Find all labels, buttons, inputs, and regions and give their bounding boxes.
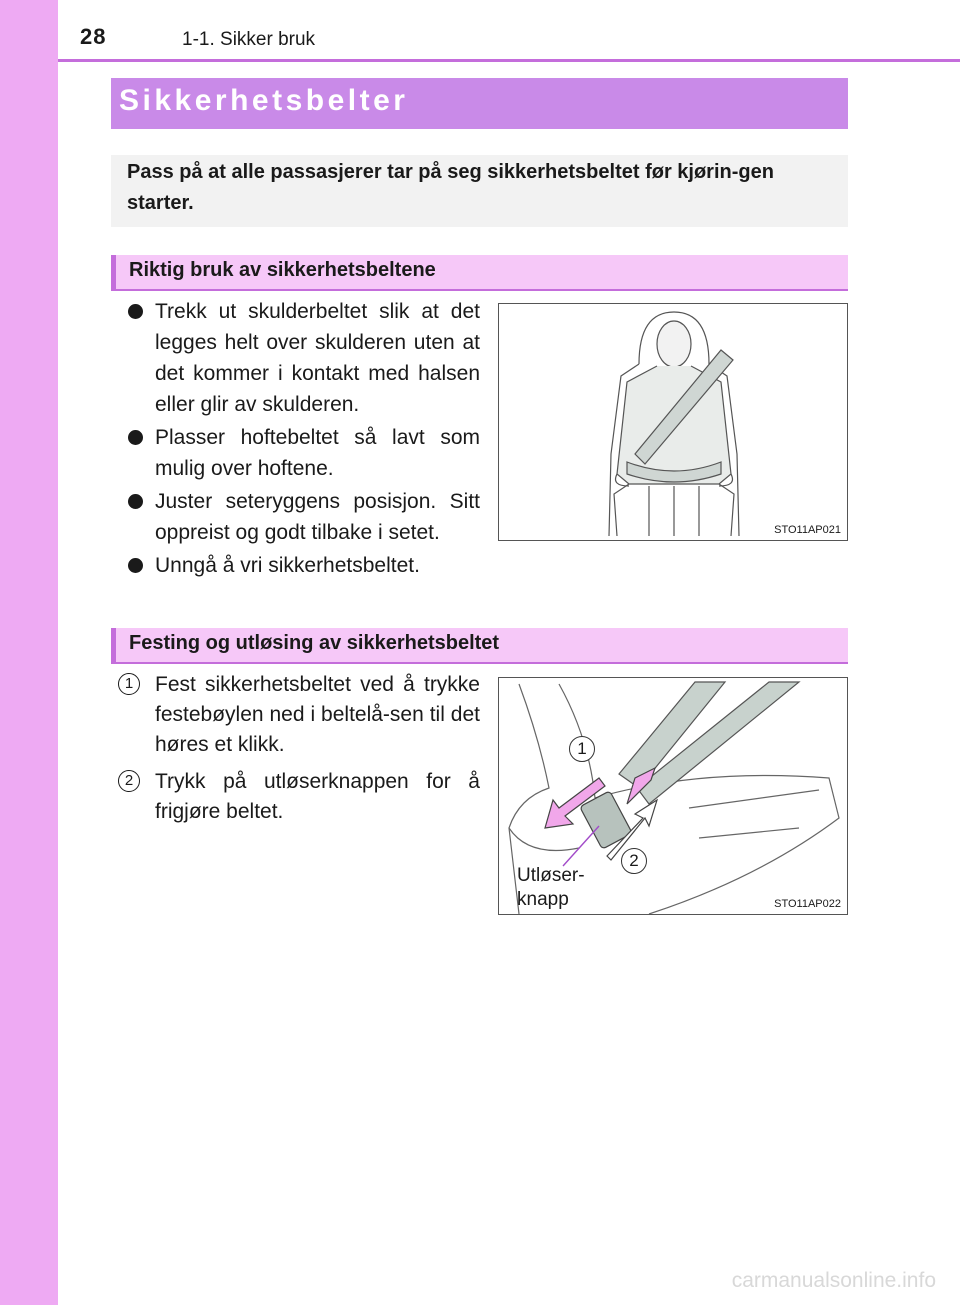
buckle-illustration <box>498 677 848 915</box>
list-item <box>118 767 480 827</box>
seated-person-belt-illustration <box>498 303 848 541</box>
subheading-correct-use <box>111 255 848 291</box>
bullet-dot-icon <box>128 430 143 445</box>
step-text: Trykk på utløserknappen for å frigjøre beltet. <box>155 770 480 823</box>
header-divider <box>58 59 960 62</box>
step-text: Fest sikkerhetsbeltet ved å trykke festebøylen ned i beltelå-sen til det høres et klikk. <box>155 673 480 756</box>
callout-line-2: knapp <box>517 889 569 910</box>
list-item <box>128 486 480 548</box>
bullet-text: Juster seteryggens posisjon. Sitt oppreist og godt tilbake i setet. <box>155 490 480 544</box>
list-item <box>128 422 480 484</box>
page-number: 28 <box>80 24 107 49</box>
release-button-callout <box>517 864 585 912</box>
list-item <box>128 550 480 581</box>
fastening-step-list <box>118 670 480 834</box>
subheading-correct-use-text: Riktig bruk av sikkerhetsbeltene <box>129 259 436 281</box>
side-color-strip <box>0 0 58 1305</box>
list-item <box>128 296 480 420</box>
section-title: Sikkerhetsbelter <box>119 84 409 117</box>
bullet-dot-icon <box>128 304 143 319</box>
bullet-dot-icon <box>128 494 143 509</box>
callout-line-1: Utløser- <box>517 865 585 886</box>
figure-code: STO11AP021 <box>774 524 841 536</box>
correct-use-bullet-list <box>128 296 480 583</box>
watermark: carmanualsonline.info <box>731 1269 936 1292</box>
step-number-badge: 2 <box>118 770 140 792</box>
callout-badge-2: 2 <box>621 848 647 874</box>
bullet-dot-icon <box>128 558 143 573</box>
callout-badge-1: 1 <box>569 736 595 762</box>
figure-code: STO11AP022 <box>774 898 841 910</box>
step-number-badge: 1 <box>118 673 140 695</box>
chapter-title: 1-1. Sikker bruk <box>182 29 316 50</box>
list-item <box>118 670 480 760</box>
section-title-banner <box>111 78 848 129</box>
seated-person-illustration <box>499 304 847 540</box>
subheading-fastening <box>111 628 848 664</box>
bullet-text: Plasser hoftebeltet så lavt som mulig over hoftene. <box>155 426 480 480</box>
intro-text: Pass på at alle passasjerer tar på seg sikkerhetsbeltet før kjørin-gen starter. <box>127 161 774 214</box>
intro-box <box>111 155 848 227</box>
bullet-text: Unngå å vri sikkerhetsbeltet. <box>155 554 420 577</box>
bullet-text: Trekk ut skulderbeltet slik at det legges helt over skulderen uten at det kommer i kontakt med halsen eller glir av skulderen. <box>155 300 480 416</box>
subheading-fastening-text: Festing og utløsing av sikkerhetsbeltet <box>129 632 500 654</box>
